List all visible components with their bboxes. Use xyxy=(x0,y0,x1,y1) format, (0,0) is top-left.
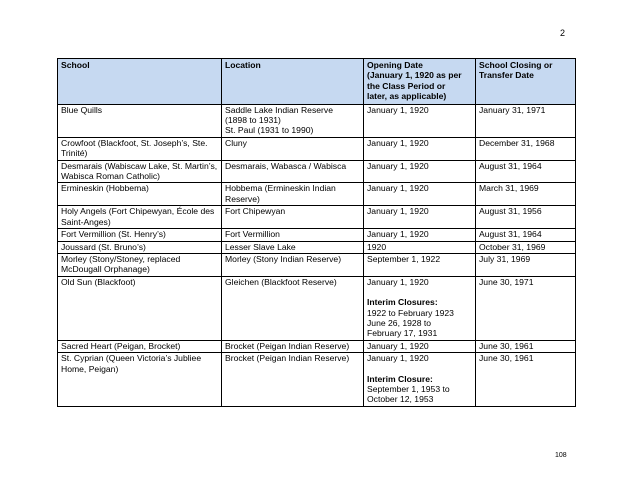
page-number-top: 2 xyxy=(560,28,566,38)
opening-date-cell: January 1, 1920 xyxy=(364,160,476,183)
opening-date-cell: January 1, 1920 xyxy=(364,340,476,352)
location-line: Saddle Lake Indian Reserve xyxy=(225,104,333,115)
interim-closure-line: February 17, 1931 xyxy=(367,328,438,339)
closing-date-cell: June 30, 1961 xyxy=(476,353,576,407)
opening-date-cell: September 1, 1922 xyxy=(364,253,476,276)
school-cell: Crowfoot (Blackfoot, St. Joseph’s, Ste. Trinité) xyxy=(58,137,222,160)
table-row xyxy=(58,229,576,241)
interim-closures-label: Interim Closures: xyxy=(367,297,438,308)
location-cell: Gleichen (Blackfoot Reserve) xyxy=(222,276,364,340)
location-cell: Morley (Stony Indian Reserve) xyxy=(222,253,364,276)
opening-date-text: January 1, 1920 xyxy=(367,276,429,287)
header-closing-line: School Closing or xyxy=(479,60,553,70)
interim-closure-line: September 1, 1953 to xyxy=(367,383,450,394)
header-opening-line: the Class Period or xyxy=(367,80,446,91)
header-closing-line: Transfer Date xyxy=(479,70,534,81)
location-cell: Fort Vermillion xyxy=(222,229,364,241)
header-opening-line: Opening Date xyxy=(367,60,423,70)
location-cell: Fort Chipewyan xyxy=(222,206,364,229)
closing-date-cell: December 31, 1968 xyxy=(476,137,576,160)
closing-date-cell: August 31, 1964 xyxy=(476,160,576,183)
interim-closure-line: October 12, 1953 xyxy=(367,394,434,405)
table-row xyxy=(58,253,576,276)
closing-date-cell: August 31, 1956 xyxy=(476,206,576,229)
header-opening-line: (January 1, 1920 as per xyxy=(367,70,462,81)
school-cell: Ermineskin (Hobbema) xyxy=(58,183,222,206)
location-cell: Desmarais, Wabasca / Wabisca xyxy=(222,160,364,183)
school-cell: Sacred Heart (Peigan, Brocket) xyxy=(58,340,222,352)
table-row xyxy=(58,137,576,160)
opening-date-cell: January 1, 1920 xyxy=(364,206,476,229)
school-cell: Old Sun (Blackfoot) xyxy=(58,276,222,340)
closing-date-cell: June 30, 1971 xyxy=(476,276,576,340)
opening-date-cell xyxy=(364,353,476,407)
opening-date-cell xyxy=(364,276,476,340)
location-line: (1898 to 1931) xyxy=(225,115,281,126)
interim-closure-line: June 26, 1928 to xyxy=(367,317,432,328)
opening-date-cell: January 1, 1920 xyxy=(364,183,476,206)
header-closing-date xyxy=(476,59,576,105)
table-header-row xyxy=(58,59,576,105)
schools-table xyxy=(57,58,576,407)
table-row xyxy=(58,206,576,229)
location-cell xyxy=(222,104,364,137)
header-school: School xyxy=(58,59,222,105)
location-cell: Brocket (Peigan Indian Reserve) xyxy=(222,340,364,352)
school-cell: Fort Vermillion (St. Henry’s) xyxy=(58,229,222,241)
school-cell: Desmarais (Wabiscaw Lake, St. Martin’s, Wabisca Roman Catholic) xyxy=(58,160,222,183)
table-row xyxy=(58,340,576,352)
table-row xyxy=(58,104,576,137)
school-cell: St. Cyprian (Queen Victoria’s Jubliee Home, Peigan) xyxy=(58,353,222,407)
school-cell: Joussard (St. Bruno’s) xyxy=(58,241,222,253)
table-row xyxy=(58,160,576,183)
closing-date-cell: June 30, 1961 xyxy=(476,340,576,352)
location-cell: Cluny xyxy=(222,137,364,160)
table-row xyxy=(58,183,576,206)
interim-closure-line: 1922 to February 1923 xyxy=(367,307,454,318)
opening-date-cell: 1920 xyxy=(364,241,476,253)
location-line: St. Paul (1931 to 1990) xyxy=(225,125,314,136)
closing-date-cell: October 31, 1969 xyxy=(476,241,576,253)
school-cell: Blue Quills xyxy=(58,104,222,137)
location-cell: Hobbema (Ermineskin Indian Reserve) xyxy=(222,183,364,206)
header-location: Location xyxy=(222,59,364,105)
closing-date-cell: March 31, 1969 xyxy=(476,183,576,206)
closing-date-cell: January 31, 1971 xyxy=(476,104,576,137)
interim-closure-label: Interim Closure: xyxy=(367,373,433,384)
opening-date-cell: January 1, 1920 xyxy=(364,137,476,160)
table-row xyxy=(58,276,576,340)
table-row xyxy=(58,353,576,407)
opening-date-text: January 1, 1920 xyxy=(367,353,429,364)
school-cell: Holy Angels (Fort Chipewyan, École des Saint-Anges) xyxy=(58,206,222,229)
opening-date-cell: January 1, 1920 xyxy=(364,104,476,137)
header-opening-line: later, as applicable) xyxy=(367,91,447,102)
location-cell: Brocket (Peigan Indian Reserve) xyxy=(222,353,364,407)
closing-date-cell: July 31, 1969 xyxy=(476,253,576,276)
table-row xyxy=(58,241,576,253)
school-cell: Morley (Stony/Stoney, replaced McDougall Orphanage) xyxy=(58,253,222,276)
location-cell: Lesser Slave Lake xyxy=(222,241,364,253)
page-number-bottom: 108 xyxy=(555,452,567,459)
closing-date-cell: August 31, 1964 xyxy=(476,229,576,241)
header-opening-date xyxy=(364,59,476,105)
opening-date-cell: January 1, 1920 xyxy=(364,229,476,241)
